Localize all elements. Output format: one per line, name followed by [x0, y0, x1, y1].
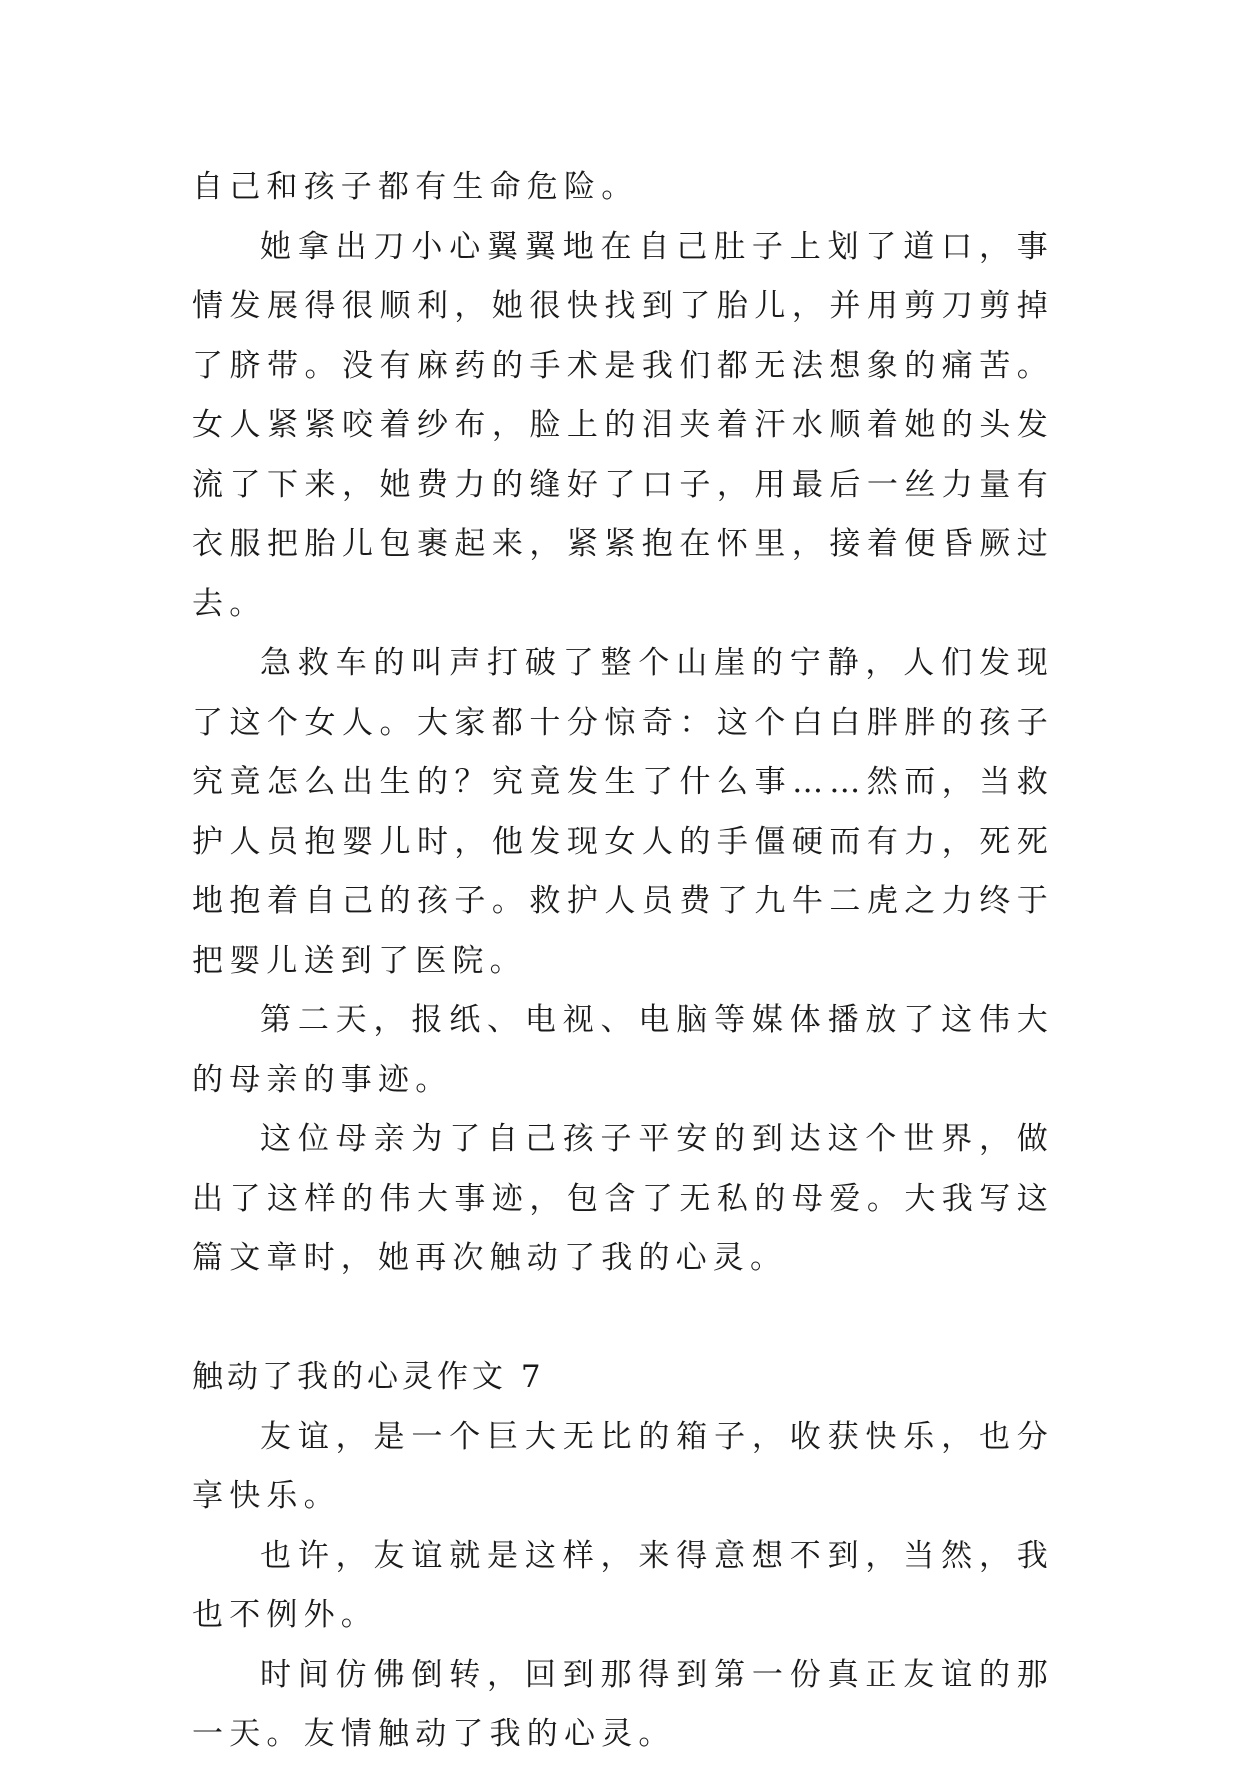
paragraph: 也许，友谊就是这样，来得意想不到，当然，我也不例外。	[192, 1537, 1054, 1633]
paragraph: 第二天，报纸、电视、电脑等媒体播放了这伟大的母亲的事迹。	[192, 1002, 1054, 1098]
paragraph: 友谊，是一个巨大无比的箱子，收获快乐，也分享快乐。	[192, 1418, 1054, 1514]
paragraph: 这位母亲为了自己孩子平安的到达这个世界，做出了这样的伟大事迹，包含了无私的母爱。大我写这篇文章时，她再次触动了我的心灵。	[192, 1121, 1054, 1276]
paragraph: 自己和孩子都有生命危险。	[192, 169, 639, 205]
paragraph: 急救车的叫声打破了整个山崖的宁静，人们发现了这个女人。大家都十分惊奇：这个白白胖胖的孩子究竟怎么出生的？究竟发生了什么事……然而，当救护人员抱婴儿时，他发现女人的手僵硬而有力，死死地抱着自己的孩子。救护人员费了九牛二虎之力终于把婴儿送到了医院。	[192, 645, 1054, 979]
paragraph: 她拿出刀小心翼翼地在自己肚子上划了道口，事情发展得很顺利，她很快找到了胎儿，并用剪刀剪掉了脐带。没有麻药的手术是我们都无法想象的痛苦。女人紧紧咬着纱布，脸上的泪夹着汗水顺着她的头发流了下来，她费力的缝好了口子，用最后一丝力量有衣服把胎儿包裹起来，紧紧抱在怀里，接着便昏厥过去。	[192, 228, 1054, 622]
blank-line	[192, 1289, 1054, 1349]
section-heading: 触动了我的心灵作文 7	[192, 1359, 545, 1395]
document-body	[192, 158, 1054, 1765]
paragraph: 时间仿佛倒转，回到那得到第一份真正友谊的那一天。友情触动了我的心灵。	[192, 1656, 1054, 1752]
